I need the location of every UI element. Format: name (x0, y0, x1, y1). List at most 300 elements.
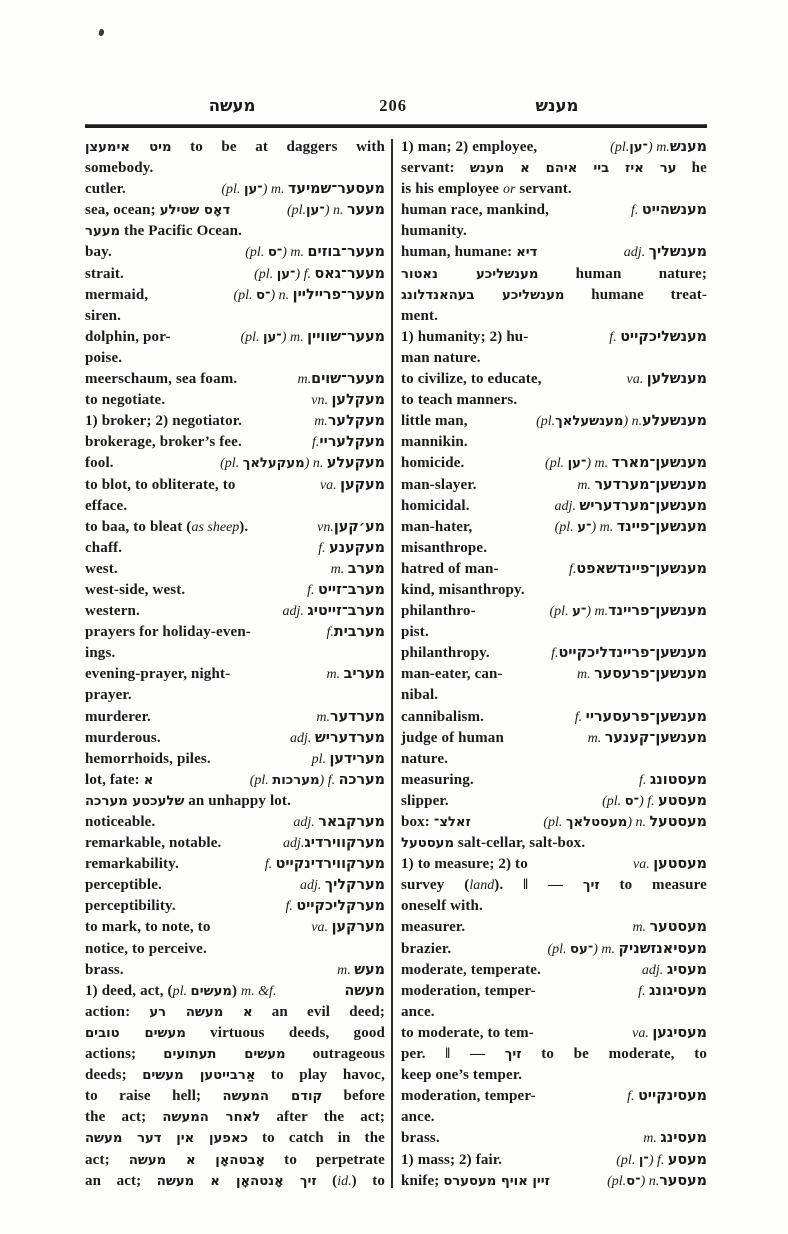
text-segment: (pl. (240, 329, 263, 345)
yiddish-text: ־ע (572, 604, 587, 620)
dictionary-line (401, 939, 707, 960)
yiddish-text: ־ען (567, 456, 587, 472)
dictionary-line (401, 411, 707, 432)
guide-word-left: מעשה (208, 96, 256, 115)
entry-headword-group (638, 981, 707, 1002)
dictionary-line (85, 960, 385, 981)
text-segment: brokerage, broker’s fee. (85, 434, 242, 451)
yiddish-text: זיך אָנטהאָן א מעשה (156, 1173, 317, 1189)
text-segment: f. (609, 329, 621, 345)
text-segment: survey ( (401, 877, 470, 894)
dictionary-line (401, 833, 707, 854)
headword: מעסע (667, 1151, 707, 1168)
dictionary-line (85, 664, 385, 685)
translation-text (401, 643, 490, 664)
translation-text (85, 749, 211, 770)
dictionary-line (85, 432, 385, 453)
text-segment: (pl. (286, 203, 307, 219)
dictionary-line (401, 917, 707, 938)
headword: מענשען־פרעסעריי (585, 708, 707, 725)
dictionary-line (401, 432, 707, 453)
dictionary-line (85, 643, 385, 664)
translation-text (401, 664, 503, 685)
headword: מענשען־פרעסער (594, 666, 707, 683)
text-segment: brass. (401, 1130, 440, 1147)
entry-headword-group (550, 601, 707, 622)
yiddish-text: מעסטלאך (565, 815, 628, 830)
text-segment: ). (239, 518, 249, 535)
dictionary-line (85, 496, 385, 517)
dictionary-line (401, 242, 707, 263)
text-segment: adj. (282, 836, 305, 852)
text-segment: to catch in the (248, 1130, 385, 1147)
translation-text (85, 475, 236, 496)
dictionary-line (85, 559, 385, 580)
translation-text (401, 1150, 502, 1171)
entry-headword-group (545, 453, 707, 474)
yiddish-text: זיין אויף מעסערס (443, 1173, 550, 1189)
text-segment: 1) deed, act, ( (85, 982, 173, 999)
page-header (85, 96, 707, 122)
text-segment: (pl. (545, 456, 568, 472)
text-segment: f. (638, 983, 650, 999)
text-segment: vn. (317, 519, 334, 535)
text-segment: to perpetrate (265, 1151, 385, 1168)
text-segment: notice, to perceive. (85, 940, 207, 957)
text-segment: judge of human (401, 729, 504, 746)
text-segment: f. (312, 435, 320, 451)
entry-headword-group (577, 664, 707, 685)
text-segment: m. (632, 920, 650, 936)
yiddish-text: ־ען (276, 266, 296, 282)
translation-text (401, 812, 471, 833)
text-segment: adj. (290, 730, 315, 746)
dictionary-line (85, 390, 385, 411)
text-segment: (pl. (536, 414, 556, 430)
yiddish-text: ־ע (577, 519, 592, 535)
text-segment: actions; (85, 1046, 164, 1063)
translation-text (401, 137, 537, 158)
text-segment: ) m. (593, 941, 619, 957)
dictionary-line (401, 306, 707, 327)
dictionary-line (85, 1023, 385, 1044)
text-segment: f. (285, 899, 297, 915)
headword: מעער־שוים (311, 371, 385, 388)
translation-text (85, 559, 118, 580)
dictionary-line (85, 833, 385, 854)
text-segment: sea, ocean; (85, 202, 160, 219)
yiddish-text: ער איז ביי איהם א מענש (469, 161, 677, 177)
headword: מעסטונג (649, 771, 707, 788)
text-segment: box: (401, 814, 434, 830)
text-segment: slipper. (401, 792, 449, 809)
text-segment: ) m. (586, 604, 609, 620)
text-segment: man nature. (401, 349, 481, 366)
yiddish-text: מענשליכע בעהאנדלונג (401, 287, 565, 303)
text-segment: adj. (554, 498, 580, 514)
text-segment: kind, misanthropy. (401, 581, 525, 598)
text-segment: ) m. (648, 140, 670, 155)
text-segment: f. (264, 857, 276, 873)
text-segment: to blot, to obliterate, to (85, 476, 236, 493)
text-segment: pl. (311, 751, 330, 767)
text-segment: to baa, to bleat ( (85, 518, 192, 535)
text-segment: perceptibility. (85, 898, 176, 915)
yiddish-text: אָבטהאָן א מעשה (128, 1152, 266, 1168)
entry-headword-group (240, 327, 385, 348)
guide-word-right: מענש (535, 96, 579, 115)
headword: מערב־זייטיג (307, 603, 385, 620)
headword: מעסער (659, 1172, 707, 1189)
dictionary-line (85, 791, 385, 812)
text-segment: dolphin, por- (85, 328, 171, 345)
headword: מעקעלע (326, 455, 385, 472)
yiddish-text: זיך (504, 1047, 522, 1063)
translation-text (85, 264, 124, 285)
text-segment: little man, (401, 413, 468, 430)
entry-headword-group (602, 791, 707, 812)
yiddish-text: דיא (516, 245, 538, 261)
translation-text (401, 960, 541, 981)
text-segment: (pl. (220, 456, 243, 472)
header-rule (85, 125, 707, 128)
dictionary-line (401, 348, 707, 369)
headword: מעער־פרייליין (292, 286, 385, 303)
dictionary-line (85, 411, 385, 432)
translation-text (85, 981, 276, 1002)
text-segment: (pl. (245, 245, 268, 261)
text-segment: land (469, 878, 495, 894)
text-segment: or (502, 182, 516, 198)
headword: מענשען־פיינדשאפט (576, 560, 707, 577)
dictionary-line (401, 749, 707, 770)
text-segment: hatred of man- (401, 560, 499, 577)
text-segment: chaff. (85, 539, 123, 556)
text-segment: ) n. (324, 203, 347, 219)
dictionary-line (401, 960, 707, 981)
headword: מערב (347, 560, 385, 577)
dictionary-line (401, 896, 707, 917)
translation-text (85, 179, 126, 200)
dictionary-line (85, 1171, 385, 1192)
dictionary-line (85, 749, 385, 770)
yiddish-text: זאלצ־ (433, 815, 471, 830)
text-segment: m. (316, 709, 330, 725)
entry-headword-group (551, 643, 707, 664)
text-segment: oneself with. (401, 898, 483, 915)
entry-headword-group (536, 411, 707, 432)
headword: מענשען־קענער (604, 729, 707, 746)
text-segment: ). ‖ — (494, 877, 583, 894)
text-segment: brass. (85, 961, 124, 978)
text-segment: to civilize, to educate, (401, 371, 542, 388)
text-segment: ance. (401, 1003, 435, 1020)
headword: מערקען (331, 919, 385, 936)
translation-text (401, 707, 484, 728)
dictionary-line (401, 1171, 707, 1192)
translation-text (85, 896, 176, 917)
dictionary-line (401, 580, 707, 601)
text-segment: western. (85, 603, 140, 620)
dictionary-line (85, 242, 385, 263)
text-segment: salt-cellar, salt-box. (454, 835, 586, 852)
left-column (85, 137, 385, 1192)
text-segment: man-slayer. (401, 476, 477, 493)
dictionary-line (401, 1044, 707, 1065)
headword: מערבית (333, 624, 385, 641)
headword: מערדער (329, 708, 385, 725)
text-segment: (pl. (554, 519, 578, 535)
yiddish-text: ־ען (263, 329, 282, 345)
translation-text (85, 622, 251, 643)
yiddish-text: ־ן (638, 1152, 649, 1168)
translation-text (85, 580, 185, 601)
text-segment: vn. (311, 393, 332, 409)
yiddish-text: ־ס (267, 245, 283, 261)
translation-text (85, 707, 151, 728)
entry-headword-group (314, 411, 385, 432)
headword: מענשלען (646, 371, 707, 388)
text-segment: 1) to measure; 2) to (401, 856, 528, 873)
translation-text (85, 327, 171, 348)
headword: מעער־גאס (314, 265, 385, 282)
text-segment: ) f. (295, 266, 315, 282)
dictionary-line (401, 137, 707, 158)
entry-headword-group (627, 1086, 707, 1107)
text-segment: to mark, to note, to (85, 919, 211, 936)
text-segment: philanthro- (401, 603, 476, 620)
text-segment: adj. (293, 815, 319, 830)
translation-text (401, 453, 464, 474)
text-segment: ) m. (282, 245, 308, 261)
entry-headword-group (337, 960, 385, 981)
dictionary-line (401, 1065, 707, 1086)
translation-text (85, 875, 162, 896)
entry-headword-group (283, 601, 385, 622)
headword: מערדעריש (314, 729, 385, 746)
text-segment: f. (574, 709, 586, 725)
dictionary-line (85, 854, 385, 875)
dictionary-line (401, 1086, 707, 1107)
entry-headword-group (312, 432, 385, 453)
entry-headword-group (320, 475, 385, 496)
text-segment: f. (568, 561, 577, 577)
dictionary-line (85, 285, 385, 306)
text-segment: homicide. (401, 455, 465, 472)
entry-headword-group (326, 664, 385, 685)
text-segment: deeds; (85, 1067, 143, 1084)
text-segment: servant: (401, 160, 470, 177)
entry-headword-group (555, 517, 707, 538)
page-number: 206 (379, 96, 407, 115)
text-segment: west-side, west. (85, 581, 186, 598)
translation-text (401, 917, 465, 938)
dictionary-line (401, 200, 707, 221)
text-segment: human race, mankind, (401, 202, 550, 219)
headword: מערקליכקייט (296, 898, 385, 915)
entry-headword-group (221, 179, 385, 200)
text-segment: pl. (172, 983, 191, 999)
dictionary-line (401, 981, 707, 1002)
text-segment: to play havoc, (255, 1067, 385, 1084)
text-segment: act; (85, 1151, 129, 1168)
text-segment: f. (627, 1089, 639, 1105)
entry-headword-group (285, 896, 385, 917)
entry-headword-group (290, 728, 385, 749)
entry-headword-group (643, 1128, 707, 1149)
headword: מערקליך (324, 877, 385, 894)
text-segment: poise. (85, 349, 123, 366)
yiddish-text: ־ס (256, 287, 271, 303)
dictionary-line (85, 812, 385, 833)
text-segment: (pl. (549, 604, 573, 620)
text-segment: man-eater, can- (401, 666, 503, 683)
headword: מעקלען (331, 392, 385, 409)
dictionary-line (85, 580, 385, 601)
text-segment: before (322, 1088, 385, 1105)
dictionary-line (401, 707, 707, 728)
entry-headword-group (547, 939, 707, 960)
headword: מעער־שוויין (307, 328, 385, 345)
headword: מעש (354, 961, 385, 978)
text-segment: strait. (85, 265, 124, 282)
text-segment: prayers for holiday-even- (85, 624, 251, 641)
translation-text (85, 411, 242, 432)
translation-text (401, 728, 504, 749)
translation-text (85, 833, 221, 854)
text-segment: to be moderate, to (521, 1046, 707, 1063)
yiddish-text: מענשעלאך (555, 414, 624, 430)
text-segment: va. (319, 477, 341, 493)
headword: מענשליכקייט (620, 328, 707, 345)
text-segment: humane treat- (564, 286, 708, 303)
text-segment: misanthrope. (401, 539, 488, 556)
yiddish-text: אַרבייטען מעשים (142, 1068, 256, 1084)
translation-text (401, 242, 537, 263)
dictionary-line (401, 390, 707, 411)
translation-text (85, 390, 165, 411)
text-segment: measurer. (401, 919, 466, 936)
entry-headword-group (307, 580, 385, 601)
headword: מעסטעל (649, 814, 707, 830)
text-segment: moderate, temperate. (401, 961, 542, 978)
entry-headword-group (554, 496, 707, 517)
headword: מעסיגונג (649, 982, 707, 999)
translation-text (85, 664, 230, 685)
headword: מענשען־מארד (611, 455, 707, 472)
entry-headword-group (283, 833, 385, 854)
entry-headword-group (639, 770, 707, 791)
headword: מערכה (338, 771, 385, 788)
text-segment: m. (314, 414, 328, 430)
dictionary-line (401, 221, 707, 242)
text-segment: ) f. (639, 793, 659, 809)
headword: מע׳קען (333, 518, 385, 535)
text-segment: (pl. (547, 941, 571, 957)
text-segment: noticeable. (85, 814, 156, 830)
entry-headword-group (312, 749, 385, 770)
entry-headword-group (220, 453, 385, 474)
yiddish-text: קודם המעשה (222, 1089, 323, 1105)
dictionary-line (85, 601, 385, 622)
text-segment: adj. (282, 604, 308, 620)
text-segment: brazier. (401, 940, 452, 957)
dictionary-line (85, 264, 385, 285)
text-segment: ance. (401, 1109, 435, 1126)
yiddish-text: מערכות (272, 772, 320, 788)
yiddish-text: מעקעלאך (242, 456, 305, 472)
translation-text (401, 770, 474, 791)
dictionary-line (401, 643, 707, 664)
dictionary-line (401, 791, 707, 812)
entry-headword-group (233, 285, 385, 306)
text-segment: nibal. (401, 687, 439, 704)
text-segment: va. (311, 920, 332, 936)
text-segment: va. (632, 1025, 653, 1041)
text-segment: ) n. (623, 414, 643, 430)
text-segment: ) m. (591, 519, 617, 535)
text-segment: ment. (401, 307, 438, 324)
dictionary-line (85, 137, 385, 158)
translation-text (401, 791, 449, 812)
text-segment: the Pacific Ocean. (120, 223, 243, 240)
dictionary-line (85, 179, 385, 200)
text-segment: remarkable, notable. (85, 835, 222, 852)
entry-headword-group (616, 1150, 707, 1171)
translation-text (85, 960, 124, 981)
text-segment: mermaid, (85, 286, 149, 303)
text-segment: measuring. (401, 771, 474, 788)
text-segment: m. (577, 477, 595, 493)
dictionary-line (85, 1086, 385, 1107)
entry-headword-group (577, 475, 707, 496)
yiddish-text: כאפען אין דער מעשה (85, 1131, 249, 1147)
text-segment: an act; (85, 1172, 157, 1189)
dictionary-line (85, 475, 385, 496)
text-segment: is his employee (401, 181, 503, 198)
dictionary-line (401, 728, 707, 749)
headword: מעריב (343, 666, 385, 683)
text-segment: ) f. (319, 772, 339, 788)
entry-headword-group (331, 559, 385, 580)
text-segment: ) n. (304, 456, 327, 472)
entry-headword-group (632, 917, 707, 938)
dictionary-line (401, 517, 707, 538)
dictionary-line (401, 538, 707, 559)
text-segment: m. (330, 561, 348, 577)
dictionary-line (85, 538, 385, 559)
text-segment: to teach manners. (401, 392, 518, 409)
text-segment: ) n. (640, 1173, 660, 1189)
entry-headword-group (588, 728, 707, 749)
headword: מעשה (344, 982, 385, 999)
dictionary-line (85, 327, 385, 348)
text-segment: as sheep (191, 519, 240, 535)
text-segment: m. (576, 667, 595, 683)
translation-text (85, 812, 155, 833)
headword: מעסינג (660, 1130, 707, 1147)
headword: מענש (669, 139, 707, 155)
translation-text (401, 369, 542, 390)
translation-text (401, 1023, 534, 1044)
text-segment: lot, fate: (85, 771, 144, 788)
dictionary-line (401, 664, 707, 685)
entry-headword-group (326, 622, 385, 643)
text-segment: perceptible. (85, 877, 162, 894)
dictionary-line (401, 622, 707, 643)
text-segment: ( (316, 1172, 338, 1189)
text-segment: f. (318, 540, 330, 556)
